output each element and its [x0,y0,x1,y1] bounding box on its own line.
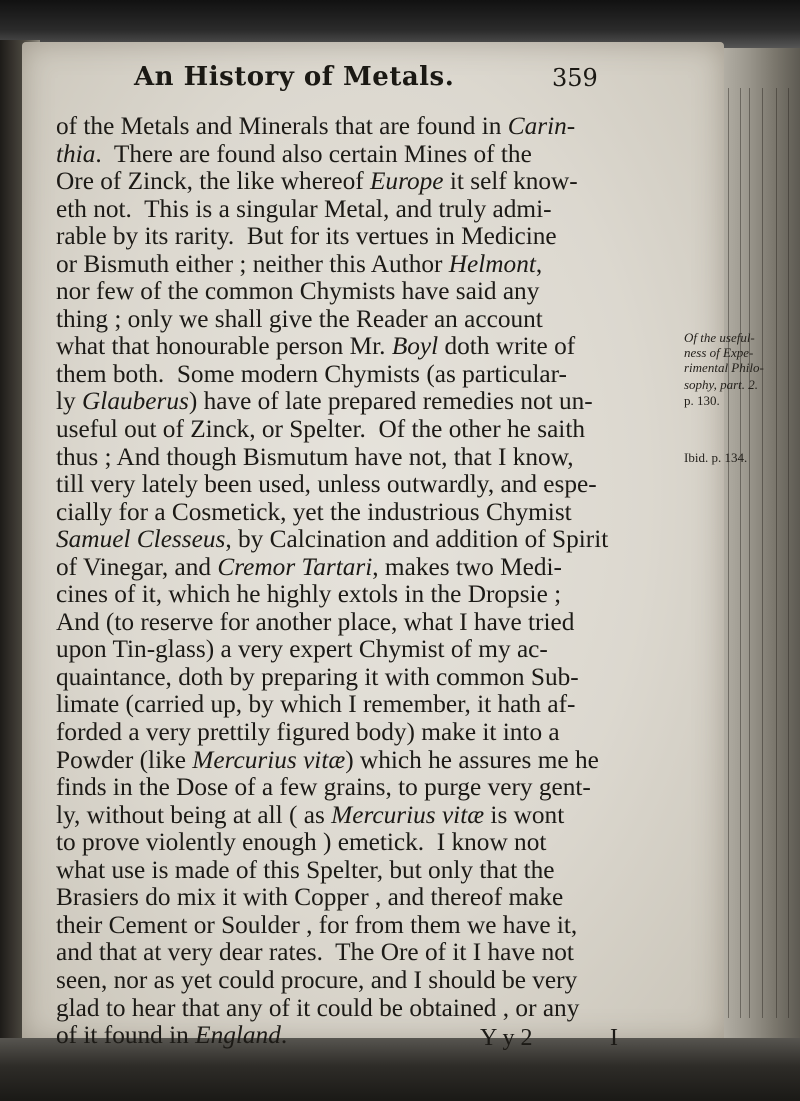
text-line [56,444,676,472]
italic-run: Cremor Tartari [217,552,373,581]
text-run: , makes two Medi- [372,552,562,581]
text-line [56,1022,676,1050]
body-text [56,113,676,1050]
text-line [56,802,676,830]
text-line [56,471,676,499]
text-run: till very lately been used, unless outwardly, and espe- [56,470,597,499]
italic-run: Boyl [391,332,439,361]
signature-mark: Y y 2 [480,1025,533,1051]
text-run: or Bismuth either ; neither this Author [56,249,449,278]
margin-note: rimental Philo- [684,360,764,375]
text-line [56,526,676,554]
text-line [56,113,676,141]
italic-run: Mercurius vitæ [331,800,485,829]
text-run: useful out of Zinck, or Spelter. Of the other he saith [56,415,585,444]
text-line [56,829,676,857]
text-line [56,664,676,692]
text-run: finds in the Dose of a few grains, to purge very gent- [56,773,591,802]
text-line [56,306,676,334]
text-run: seen, nor as yet could procure, and I should be very [56,965,578,994]
italic-run: thia [56,139,96,168]
text-run: of the Metals and Minerals that are found in [56,112,508,140]
text-run: thing ; only we shall give the Reader an account [56,304,543,333]
text-run: , [535,249,543,278]
text-run: forded a very prettily figured body) make it into a [56,718,560,747]
text-line [56,609,676,637]
text-run: quaintance, doth by preparing it with common Sub- [56,662,579,691]
text-line [56,223,676,251]
margin-note: Ibid. p. 134. [684,450,748,465]
text-line [56,747,676,775]
text-line [56,857,676,885]
text-run: what use is made of this Spelter, but only that the [56,855,555,884]
text-line [56,691,676,719]
text-run: of Vinegar, and [56,552,218,581]
text-run: is wont [484,800,565,829]
text-run: ly, without being at all ( as [56,800,332,829]
text-run: And (to reserve for another place, what I have tried [56,607,575,636]
page-number: 359 [552,64,598,92]
text-run: to prove violently enough ) emetick. I know not [56,828,547,857]
text-line [56,499,676,527]
margin-note: p. 130. [684,393,720,408]
text-line [56,416,676,444]
text-run: glad to hear that any of it could be obtained , or any [56,993,580,1022]
text-run: them both. Some modern Chymists (as particular- [56,359,567,388]
text-run: . [280,1021,288,1050]
text-line [56,939,676,967]
text-line [56,361,676,389]
text-run: cines of it, which he highly extols in the Dropsie ; [56,580,562,609]
text-run: what that honourable person Mr. [56,332,392,361]
text-run: of it found in [56,1021,196,1050]
text-run: Ore of Zinck, the like whereof [56,167,370,196]
page-header [120,62,680,112]
text-line [56,141,676,169]
text-run: ) have of late prepared remedies not un- [188,387,593,416]
text-line [56,967,676,995]
text-run: cially for a Cosmetick, yet the industrious Chymist [56,497,572,526]
text-line [56,636,676,664]
text-run: rable by its rarity. But for its vertues in Medicine [56,222,557,251]
catchword: I [610,1025,618,1051]
margin-note: ness of Expe- [684,345,754,360]
text-run: upon Tin-glass) a very expert Chymist of my ac- [56,635,548,664]
text-run: . There are found also certain Mines of the [95,139,532,168]
text-run: ) which he assures me he [345,745,599,774]
margin-note: sophy, part. 2. [684,377,759,392]
italic-run: Europe [369,167,444,196]
margin-note: Of the useful- [684,330,755,345]
italic-run: Samuel Clesseus [56,525,226,554]
text-run: it self know- [443,167,578,196]
text-run: nor few of the common Chymists have said any [56,277,540,306]
text-run: eth not. This is a singular Metal, and truly admi- [56,194,552,223]
italic-run: Carin- [507,112,576,140]
text-run: , by Calcination and addition of Spirit [225,525,609,554]
text-line [56,995,676,1023]
text-line [56,333,676,361]
margin-notes [684,0,784,700]
italic-run: Helmont [448,249,536,278]
running-title: An History of Metals. [134,62,455,92]
text-run: doth write of [438,332,576,361]
text-line [56,388,676,416]
text-run: thus ; And though Bismutum have not, that I know, [56,442,574,471]
text-line [56,912,676,940]
text-run: and that at very dear rates. The Ore of it I have not [56,938,574,967]
text-line [56,278,676,306]
text-run: Brasiers do mix it with Copper , and thereof make [56,883,564,912]
text-line [56,774,676,802]
text-run: their Cement or Soulder , for from them we have it, [56,910,578,939]
text-line [56,168,676,196]
italic-run: Glauberus [82,387,189,416]
text-line [56,554,676,582]
text-run: limate (carried up, by which I remember, it hath af- [56,690,576,719]
text-run: Powder (like [56,745,193,774]
text-line [56,719,676,747]
italic-run: England [195,1021,281,1050]
text-line [56,581,676,609]
text-line [56,196,676,224]
text-line [56,251,676,279]
text-line [56,884,676,912]
text-run: ly [56,387,83,416]
italic-run: Mercurius vitæ [192,745,346,774]
